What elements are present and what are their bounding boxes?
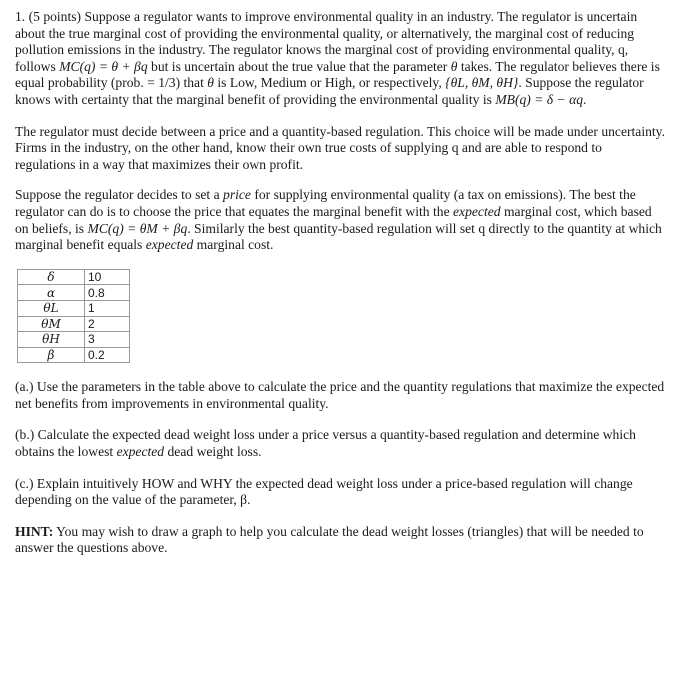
- mb-formula: MB(q) = δ − αq: [495, 91, 583, 107]
- param-symbol: θL: [18, 300, 85, 316]
- homework-question: [15, 9, 665, 572]
- param-symbol: β: [18, 347, 85, 363]
- param-value: 10: [85, 269, 130, 285]
- part-b: (b.) Calculate the expected dead weight loss under a price versus a quantity-based regulation and determine which obtains the lowest expected dead weight loss.: [15, 427, 636, 460]
- hint-label: HINT:: [15, 523, 54, 539]
- param-symbol: θM: [18, 316, 85, 332]
- parameters-table: [17, 269, 130, 364]
- theta-set: {θL, θM, θH}: [445, 75, 519, 91]
- table-row: [18, 316, 130, 332]
- param-value: 3: [85, 332, 130, 348]
- regulation-choice-paragraph: The regulator must decide between a price and a quantity-based regulation. This choice will be made under uncertainty. Firms in the industry, on the other hand, know their own true costs of supplying q and are able to respond to regulations in a way that maximizes their own profit.: [15, 123, 665, 172]
- intro-paragraph: 1. (5 points) Suppose a regulator wants to improve environmental quality in an industry. The regulator is uncertain about the true marginal cost of providing the environmental quality, or alternatively, the marginal cost of reducing pollution emissions in the industry. The regulator knows the marginal cost of providing environmental quality, q, follows MC(q) = θ + βq but is uncertain about the true value that the parameter θ takes. The regulator believes there is equal probability (prob. = 1/3) that θ is Low, Medium or High, or respectively, {θL, θM, θH}. Suppose the regulator knows with certainty that the marginal benefit of providing the environmental quality is MB(q) = δ − αq.: [15, 9, 660, 107]
- param-value: 0.8: [85, 285, 130, 301]
- param-symbol: α: [18, 285, 85, 301]
- table-row: [18, 300, 130, 316]
- table-row: [18, 332, 130, 348]
- hint: HINT: You may wish to draw a graph to help you calculate the dead weight losses (triangles) that will be needed to answer the questions above.: [15, 523, 644, 556]
- table-row: [18, 347, 130, 363]
- param-value: 2: [85, 316, 130, 332]
- param-value: 0.2: [85, 347, 130, 363]
- expected-mc-formula: MC(q) = θM + βq: [87, 220, 188, 236]
- param-symbol: θH: [18, 332, 85, 348]
- table-row: [18, 285, 130, 301]
- part-a: (a.) Use the parameters in the table above to calculate the price and the quantity regulations that maximize the expected net benefits from improvements in environmental quality.: [15, 379, 665, 411]
- price-regulation-paragraph: Suppose the regulator decides to set a price for supplying environmental quality (a tax on emissions). The best the regulator can do is to choose the price that equates the marginal benefit with the expected marginal cost, which based on beliefs, is MC(q) = θM + βq. Similarly the best quantity-based regulation will set q directly to the quantity at which marginal benefit equals expected marginal cost.: [15, 187, 662, 253]
- table-row: [18, 269, 130, 285]
- part-c: (c.) Explain intuitively HOW and WHY the expected dead weight loss under a price-based regulation will change depending on the value of the parameter, β.: [15, 475, 633, 508]
- param-symbol: δ: [18, 269, 85, 285]
- param-value: 1: [85, 300, 130, 316]
- mc-formula: MC(q) = θ + βq: [59, 58, 148, 74]
